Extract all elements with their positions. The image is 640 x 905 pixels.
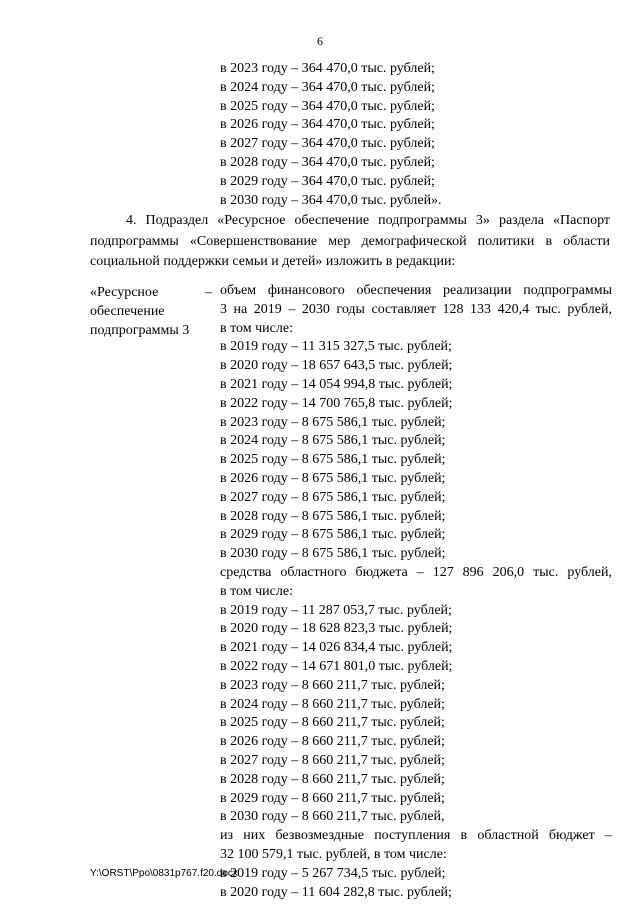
- detail-line: в том числе:: [220, 320, 293, 336]
- detail-line: в 2028 году – 8 675 586,1 тыс. рублей;: [220, 508, 446, 524]
- detail-line: в 2022 году – 14 700 765,8 тыс. рублей;: [220, 395, 453, 411]
- detail-line: в 2022 году – 14 671 801,0 тыс. рублей;: [220, 658, 453, 674]
- detail-line: в 2025 году – 8 675 586,1 тыс. рублей;: [220, 452, 446, 468]
- list-item: в 2024 году – 364 470,0 тыс. рублей;: [220, 79, 435, 95]
- list-item: в 2030 году – 364 470,0 тыс. рублей».: [220, 192, 442, 208]
- resource-details: [220, 282, 612, 902]
- detail-line: из них безвозмездные поступления в областной бюджет –: [220, 828, 612, 844]
- detail-line: в том числе:: [220, 583, 293, 599]
- list-item: в 2026 году – 364 470,0 тыс. рублей;: [220, 117, 435, 133]
- amendment-paragraph: 4. Подраздел «Ресурсное обеспечение подпрограммы 3» раздела «Паспорт подпрограммы «Совершенствование мер демографической политики в области социальной поддержки семьи и детей» изложить в редакции:: [90, 213, 610, 269]
- detail-line: в 2021 году – 14 054 994,8 тыс. рублей;: [220, 376, 453, 392]
- detail-line: в 2029 году – 8 675 586,1 тыс. рублей;: [220, 527, 446, 543]
- list-item: в 2029 году – 364 470,0 тыс. рублей;: [220, 173, 435, 189]
- detail-line: в 2029 году – 8 660 211,7 тыс. рублей;: [220, 790, 445, 806]
- list-item: в 2027 году – 364 470,0 тыс. рублей;: [220, 136, 435, 152]
- detail-line: в 2024 году – 8 675 586,1 тыс. рублей;: [220, 433, 446, 449]
- detail-line: 3 на 2019 – 2030 годы составляет 128 133 420,4 тыс. рублей,: [220, 301, 612, 317]
- detail-line: в 2023 году – 8 675 586,1 тыс. рублей;: [220, 414, 446, 430]
- detail-line: в 2028 году – 8 660 211,7 тыс. рублей;: [220, 771, 445, 787]
- detail-line: в 2021 году – 14 026 834,4 тыс. рублей;: [220, 640, 453, 656]
- page-number: 6: [317, 34, 323, 48]
- detail-line: в 2019 году – 11 315 327,5 тыс. рублей;: [220, 339, 452, 355]
- detail-line: в 2020 году – 11 604 282,8 тыс. рублей;: [220, 884, 452, 900]
- detail-line: в 2027 году – 8 675 586,1 тыс. рублей;: [220, 489, 446, 505]
- detail-line: в 2030 году – 8 660 211,7 тыс. рублей,: [220, 809, 445, 825]
- detail-line: в 2019 году – 5 267 734,5 тыс. рублей;: [220, 865, 446, 881]
- list-item: в 2025 году – 364 470,0 тыс. рублей;: [220, 98, 435, 114]
- list-item: в 2023 году – 364 470,0 тыс. рублей;: [220, 61, 435, 76]
- detail-line: в 2026 году – 8 675 586,1 тыс. рублей;: [220, 470, 446, 486]
- detail-line: в 2024 году – 8 660 211,7 тыс. рублей;: [220, 696, 445, 712]
- detail-line: объем финансового обеспечения реализации подпрограммы: [220, 283, 612, 298]
- separator-dash: –: [205, 285, 212, 300]
- detail-line: в 2026 году – 8 660 211,7 тыс. рублей;: [220, 734, 445, 750]
- detail-line: в 2023 году – 8 660 211,7 тыс. рублей;: [220, 677, 445, 693]
- detail-line: в 2020 году – 18 628 823,3 тыс. рублей;: [220, 621, 453, 637]
- detail-line: в 2019 году – 11 287 053,7 тыс. рублей;: [220, 602, 452, 618]
- list-item: в 2028 году – 364 470,0 тыс. рублей;: [220, 154, 435, 170]
- resource-label-line: «Ресурсное: [90, 285, 159, 300]
- file-path-footer: Y:\ORST\Ppo\0831p767.f20.docx: [90, 868, 238, 879]
- detail-line: в 2025 году – 8 660 211,7 тыс. рублей;: [220, 715, 445, 731]
- resource-label: [90, 283, 210, 340]
- detail-line: в 2030 году – 8 675 586,1 тыс. рублей;: [220, 546, 446, 562]
- resource-label-line: подпрограммы 3: [90, 323, 190, 338]
- detail-line: в 2027 году – 8 660 211,7 тыс. рублей;: [220, 752, 445, 768]
- resource-label-line: обеспечение: [90, 304, 165, 319]
- detail-line: 32 100 579,1 тыс. рублей, в том числе:: [220, 846, 447, 862]
- detail-line: средства областного бюджета – 127 896 206,0 тыс. рублей,: [220, 564, 612, 580]
- detail-line: в 2020 году – 18 657 643,5 тыс. рублей;: [220, 358, 453, 374]
- funding-list-top: [220, 60, 442, 210]
